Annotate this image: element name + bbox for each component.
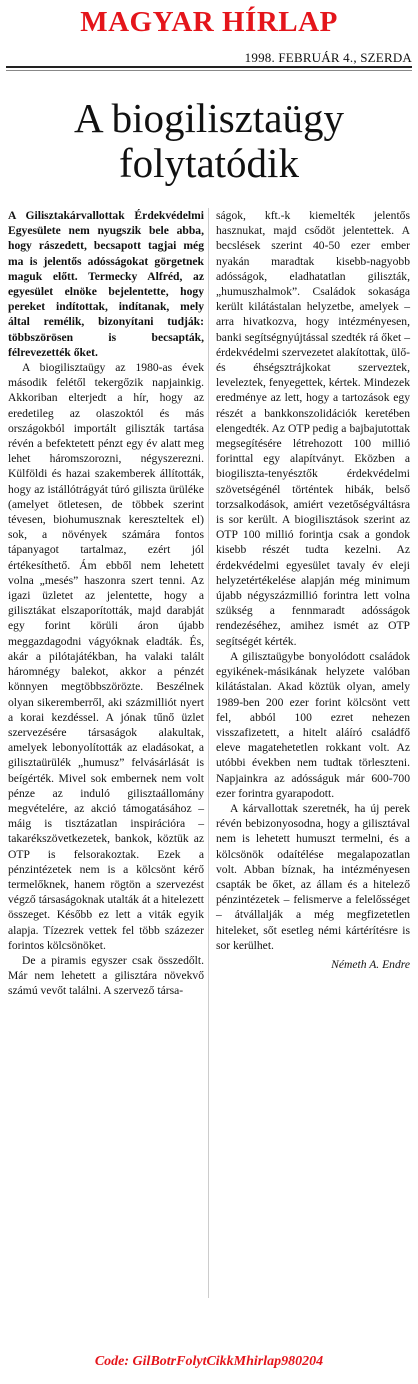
paragraph: A kárvallottak szeretnék, ha új perek révén bebizonyosodna, hogy a gilisztával nem is lehetett humuszt termelni, és a kölcsönök odaítélése megalapozatlan volt. Abban bíznak, ha intézményesen csapták be őket, az állam és a hitelező pénzintézetek – felismerve a felelősséget – átvállalják a még megfizetetlen hiteleket, sőt esetleg némi kártérítésre is sor kerülhet.	[216, 801, 410, 952]
column-separator	[208, 208, 209, 1298]
dateline: 1998. FEBRUÁR 4., SZERDA	[244, 50, 412, 65]
headline: A biogilisztaügy folytatódik	[74, 95, 344, 186]
masthead-rule	[6, 66, 412, 68]
column-left	[8, 208, 204, 999]
paragraph: A gilisztaügybe bonyolódott családok egyikének-másikának helyzete valóban kilátástalan. Akad köztük olyan, amely 1989-ben 200 ezer forint kölcsönt vett fel, abból 100 ezret nehezen visszafizetett, a hitelt aláíró családfő eleve magatehetetlen rokkant volt. Az utóbbi években nem tudtak törleszteni. Napjainkra az adósságuk már 600-700 ezer forintra gyarapodott.	[216, 649, 410, 800]
author-byline: Németh A. Endre	[331, 957, 410, 971]
code-footer: Code: GilBotrFolytCikkMhirlap980204	[94, 1354, 324, 1369]
lead-paragraph: A Gilisztakárvallottak Érdekvédelmi Egyesülete nem nyugszik bele abba, hogy rászedett, becsapott tagjai még ma is jelentős adósságokat görgetnek maguk előtt. Termecky Alfréd, az egyesület elnöke bejelentette, hogy pereket indítottak, indítanak, mely által remélik, bizonyítani tudják: többszörösen is becsapták, félrevezették őket.	[8, 209, 204, 359]
column-right	[216, 208, 410, 972]
paragraph: ságok, kft.-k kiemelték jelentős hasznukat, majd csődöt jelentettek. A becslések szerint 40-50 ezer ember nyakán maradtak kisebb-nagyobb adósságok, eladhatatlan giliszták, „humuszhalmok”. Családok sokasága került kilátástalan helyzetbe, amelyek – arra hivatkozva, hogy intézményesen, banki segítségnyújtással szedték rá őket – érdekvédelmi szervezetet alakítottak, ülő- és éhségsztrájkokat szerveztek, leveleztek, fenyegettek, kértek. Mindezek eredménye az lett, hogy a tartozások egy részét a bankkonszolidációk keretében elengedték. Az OTP pedig a bajbajutottak megsegítésére létrehozott 100 millió forinttal egy alapítványt. Eközben a biogiliszta-tenyésztők érdekvédelmi szövetségénél történtek hibák, belső torzsalkodások, amiért vezetőségváltásra is sor került. A biogilisztások szerint az OTP 100 millió forintja csak a gondok kisebb részét tudta kezelni. Az érdekvédelmi egyesület tavaly év eleji helyzetértékelése alapján még minimum újabb négyszázmillió forintra lett volna szükség a fennmaradt adósságok rendezéséhez, amihez ismét az OTP segítségét kérték.	[216, 209, 410, 648]
masthead-rule-thin	[6, 70, 412, 71]
paragraph: A biogilisztaügy az 1980-as évek második felétől tekergőzik napjainkig. Akkoriban elterjedt a hír, hogy az eredetileg az olaszoktól és más országokból importált giliszták tartása révén a befektetett pénzt egy év alatt meg lehet háromszorozni, négyszerezni. Külföldi és hazai szakemberek állították, hogy az istállótrágyát túró giliszta ürüléke (amelyet ötletesen, de többek szerint tévesen, biohumusznak kereszteltek el) sok, a növények számára fontos tápanyagot tartalmaz, ezért jól értékesíthető. Ám ebből nem lehetett volna „mesés” haszonra szert tenni. Az igazi üzletet az jelentette, hogy a gilisztákat elszaporították, majd darabját egy forint körüli áron újabb meggazdagodni vágyóknak eladták. És, akár a pilótajátékban, ha valaki talált háromnégy balekot, akkor a pénzét könnyen megtöbbszörözte. Beszélnek olyan sikeremberről, aki százmilliót nyert a korai kezdéssel. A jónak tűnő üzlet szervezésére társaságok alakultak, amelyek lebonyolították az eladásokat, a gilisztaürülék „humusz” felvásárlását is beígérték. Mivel sok embernek nem volt pénze az induló gilisztaállomány megvételére, az akció támogatásához – máig is tisztázatlan inspirációra – takarékszövetkezetek, bankok, köztük az OTP is felsorakoztak. Ezek a pénzintézetek nem is a kölcsönt kérő termelőknek, hanem rögtön a szervezést végző társaságoknak utalták át a hitelezett összeget. Később ez lett a viták egyik alapja. Tízezrek vettek fel több százezer forintos kölcsönöket.	[8, 361, 204, 952]
masthead: MAGYAR HÍRLAP	[80, 6, 338, 38]
paragraph: De a piramis egyszer csak összedőlt. Már nem lehetett a gilisztára növekvő számú vevőt találni. A szervező társa-	[8, 953, 204, 998]
